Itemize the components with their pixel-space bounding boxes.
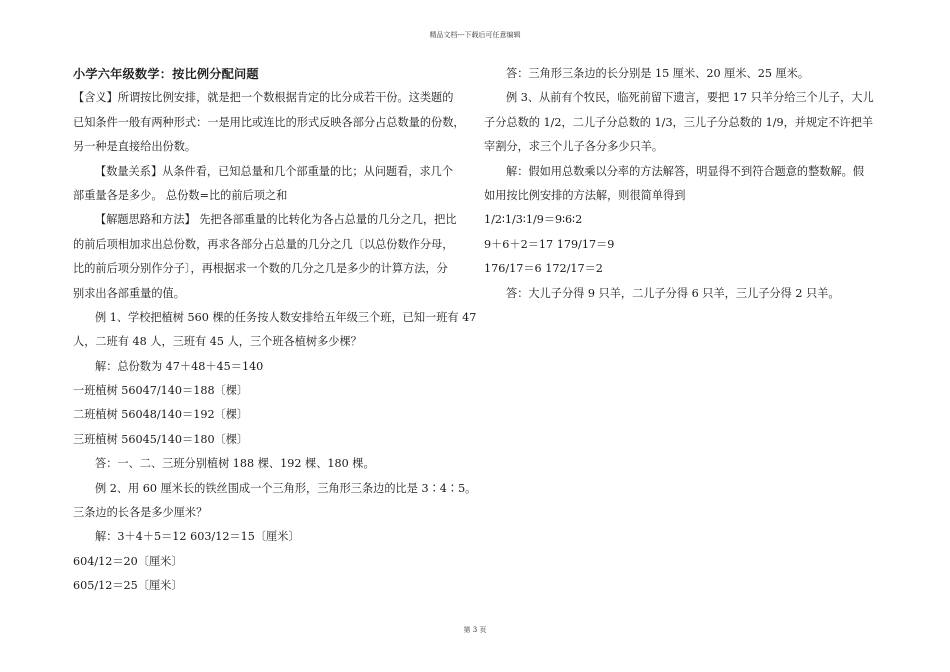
text-line: 另一种是直接给出份数。 — [73, 140, 197, 154]
text-line: 解：3＋4＋5＝12 603/12＝15〔厘米〕 — [95, 530, 300, 544]
text-line: 【解题思路和方法】 先把各部重量的比转化为各占总量的几分之几，把比 — [95, 213, 457, 227]
text-line: 1/2∶1/3∶1/9＝9∶6∶2 — [484, 213, 583, 227]
left-column — [73, 62, 477, 599]
text-line: 一班植树 56047/140＝188〔棵〕 — [73, 384, 249, 398]
text-line: 如用按比例安排的方法解，则很简单得到 — [484, 188, 686, 202]
text-line: 解：总份数为 47＋48＋45＝140 — [95, 359, 264, 373]
text-line: 人，二班有 48 人，三班有 45 人，三个班各植树多少棵？ — [73, 335, 362, 349]
text-line: 例 3、从前有个牧民，临死前留下遗言，要把 17 只羊分给三个儿子，大儿 — [506, 91, 874, 105]
text-line: 已知条件一般有两种形式：一是用比或连比的形式反映各部分占总数量的份数， — [73, 115, 465, 129]
text-line: 【含义】所谓按比例安排，就是把一个数根据肯定的比分成若干份。这类题的 — [73, 91, 454, 105]
text-line: 子分总数的 1/2，二儿子分总数的 1/3，三儿子分总数的 1/9，并规定不许把羊 — [484, 115, 874, 129]
text-line: 604/12＝20〔厘米〕 — [73, 554, 183, 568]
page-number: 第 3 页 — [463, 626, 487, 634]
text-line: 二班植树 56048/140＝192〔棵〕 — [73, 408, 249, 422]
text-line: 三班植树 56045/140＝180〔棵〕 — [73, 432, 249, 446]
text-line: 【数量关系】从条件看，已知总量和几个部重量的比；从问题看，求几个 — [95, 164, 454, 178]
text-line: 答：大儿子分得 9 只羊，二儿子分得 6 只羊，三儿子分得 2 只羊。 — [506, 286, 840, 300]
text-line: 答：三角形三条边的长分别是 15 厘米、20 厘米、25 厘米。 — [506, 67, 810, 80]
text-line: 176/17＝6 172/17＝2 — [484, 262, 603, 276]
text-line: 答：一、二、三班分别植树 188 棵、192 棵、180 棵。 — [95, 457, 375, 471]
text-line: 605/12＝25〔厘米〕 — [73, 579, 183, 593]
document-title: 小学六年级数学：按比例分配问题 — [73, 67, 259, 81]
page-header: 精品文档---下载后可任意编辑 — [429, 31, 521, 39]
text-line: 例 1、学校把植树 560 棵的任务按人数安排给五年级三个班，已知一班有 47 — [95, 310, 477, 324]
right-column — [484, 62, 880, 306]
text-line: 解：假如用总数乘以分率的方法解答，明显得不到符合题意的整数解。假 — [506, 164, 865, 178]
text-line: 比的前后项分别作分子〕，再根据求一个数的几分之几是多少的计算方法，分 — [73, 262, 448, 276]
text-line: 部重量各是多少。 总份数=比的前后项之和 — [73, 188, 288, 202]
text-line: 宰割分，求三个儿子各分多少只羊。 — [484, 140, 664, 154]
text-line: 三条边的长各是多少厘米？ — [73, 506, 208, 520]
text-line: 的前后项相加求出总份数，再求各部分占总量的几分之几〔以总份数作分母， — [73, 237, 454, 251]
text-line: 9＋6＋2＝17 179/17＝9 — [484, 237, 615, 251]
text-line: 例 2、用 60 厘米长的铁丝围成一个三角形，三角形三条边的比是 3∶4∶5。 — [95, 481, 477, 495]
text-line: 别求出各部重量的值。 — [73, 286, 185, 300]
